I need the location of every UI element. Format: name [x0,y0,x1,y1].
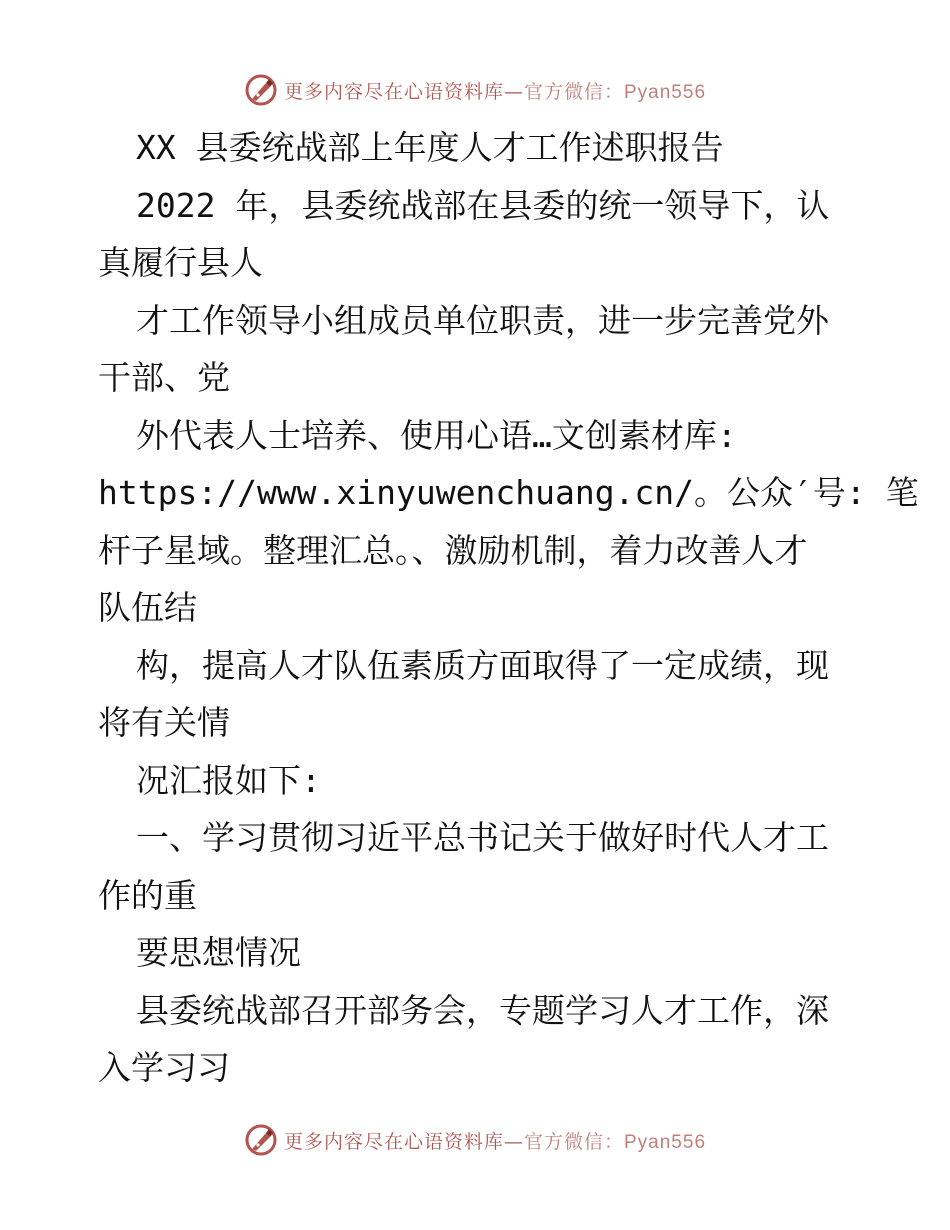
paragraph-line: 构，提高人才队伍素质方面取得了一定成绩，现 [136,646,829,685]
paragraph-line: 真履行县人 [98,243,263,282]
paragraph-line: 干部、党 [98,358,230,397]
document-title: XX 县委统战部上年度人才工作述职报告 [136,128,724,167]
banner-text: 更多内容尽在心语资料库—官方微信：Pyan556 [283,80,707,103]
section-heading-line: 作的重 [98,876,197,915]
paragraph-line: 县委统战部召开部务会，专题学习人才工作，深 [136,991,829,1030]
banner-text: 更多内容尽在心语资料库—官方微信：Pyan556 [283,1130,707,1153]
section-heading-line: 要思想情况 [136,933,301,972]
paragraph-line: 况汇报如下: [136,761,321,800]
paragraph-line: 杆子星域。整理汇总。、激励机制，着力改善人才 [98,531,808,570]
paragraph-line: 队伍结 [98,588,197,627]
paragraph-line: 2022 年，县委统战部在县委的统一领导下，认 [136,186,830,225]
paragraph-line: 将有关情 [98,703,230,742]
header-banner [0,70,950,110]
footer-banner [0,1120,950,1160]
paragraph-line: 入学习习 [98,1048,230,1087]
paragraph-line: 才工作领导小组成员单位职责，进一步完善党外 [136,301,829,340]
fountain-pen-logo-icon [244,1123,278,1157]
fountain-pen-logo-icon [244,73,278,107]
paragraph-line: https://www.xinyuwenchuang.cn/。公众′号: 笔 [98,473,919,512]
section-heading-line: 一、学习贯彻习近平总书记关于做好时代人才工 [136,818,829,857]
paragraph-line: 外代表人士培养、使用心语…文创素材库: [136,416,737,455]
